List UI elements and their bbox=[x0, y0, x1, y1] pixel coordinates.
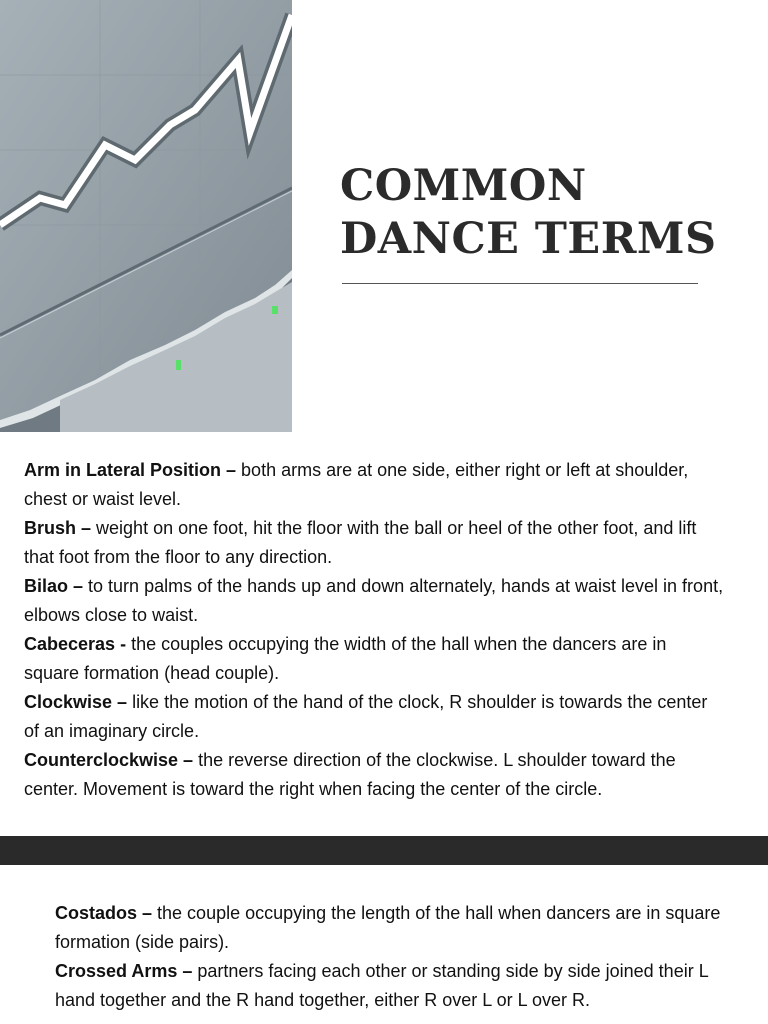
definition-text: the couple occupying the length of the hall when dancers are in square formation (side pairs). bbox=[55, 903, 721, 952]
page-title bbox=[340, 160, 740, 266]
definition-item bbox=[24, 514, 724, 572]
definition-text: to turn palms of the hands up and down alternately, hands at waist level in front, elbows close to waist. bbox=[24, 576, 724, 625]
definition-item bbox=[24, 456, 724, 514]
definition-text: partners facing each other or standing side by side joined their L hand together and the R hand together, either R over L or L over R. bbox=[55, 961, 709, 1010]
title-line-1: COMMON bbox=[340, 161, 587, 211]
definition-term: Clockwise – bbox=[24, 692, 128, 712]
definition-text: weight on one foot, hit the floor with the ball or heel of the other foot, and lift that foot from the floor to any direction. bbox=[24, 518, 697, 567]
definition-text: like the motion of the hand of the clock, R shoulder is towards the center of an imaginary circle. bbox=[24, 692, 708, 741]
definitions-list-1 bbox=[24, 456, 724, 804]
definition-item bbox=[24, 688, 724, 746]
definition-term: Counterclockwise – bbox=[24, 750, 194, 770]
definition-text: both arms are at one side, either right or left at shoulder, chest or waist level. bbox=[24, 460, 689, 509]
title-line-2: DANCE TERMS bbox=[340, 214, 717, 264]
definition-term: Brush – bbox=[24, 518, 92, 538]
hero-image bbox=[0, 0, 292, 432]
definition-term: Cabeceras - bbox=[24, 634, 127, 654]
definition-text: the couples occupying the width of the hall when the dancers are in square formation (head couple). bbox=[24, 634, 667, 683]
definition-item bbox=[55, 899, 735, 957]
definition-item bbox=[24, 630, 724, 688]
definition-item bbox=[24, 746, 724, 804]
definition-term: Arm in Lateral Position – bbox=[24, 460, 237, 480]
definition-term: Crossed Arms – bbox=[55, 961, 193, 981]
staircase-arrow-image bbox=[0, 0, 292, 432]
definitions-list-2 bbox=[55, 899, 735, 1015]
title-divider bbox=[342, 283, 698, 284]
definition-text: the reverse direction of the clockwise. L shoulder toward the center. Movement is toward the right when facing the center of the circle. bbox=[24, 750, 676, 799]
slide-separator bbox=[0, 836, 768, 865]
definition-item bbox=[24, 572, 724, 630]
definition-item bbox=[55, 957, 735, 1015]
definition-term: Bilao – bbox=[24, 576, 84, 596]
definition-term: Costados – bbox=[55, 903, 153, 923]
